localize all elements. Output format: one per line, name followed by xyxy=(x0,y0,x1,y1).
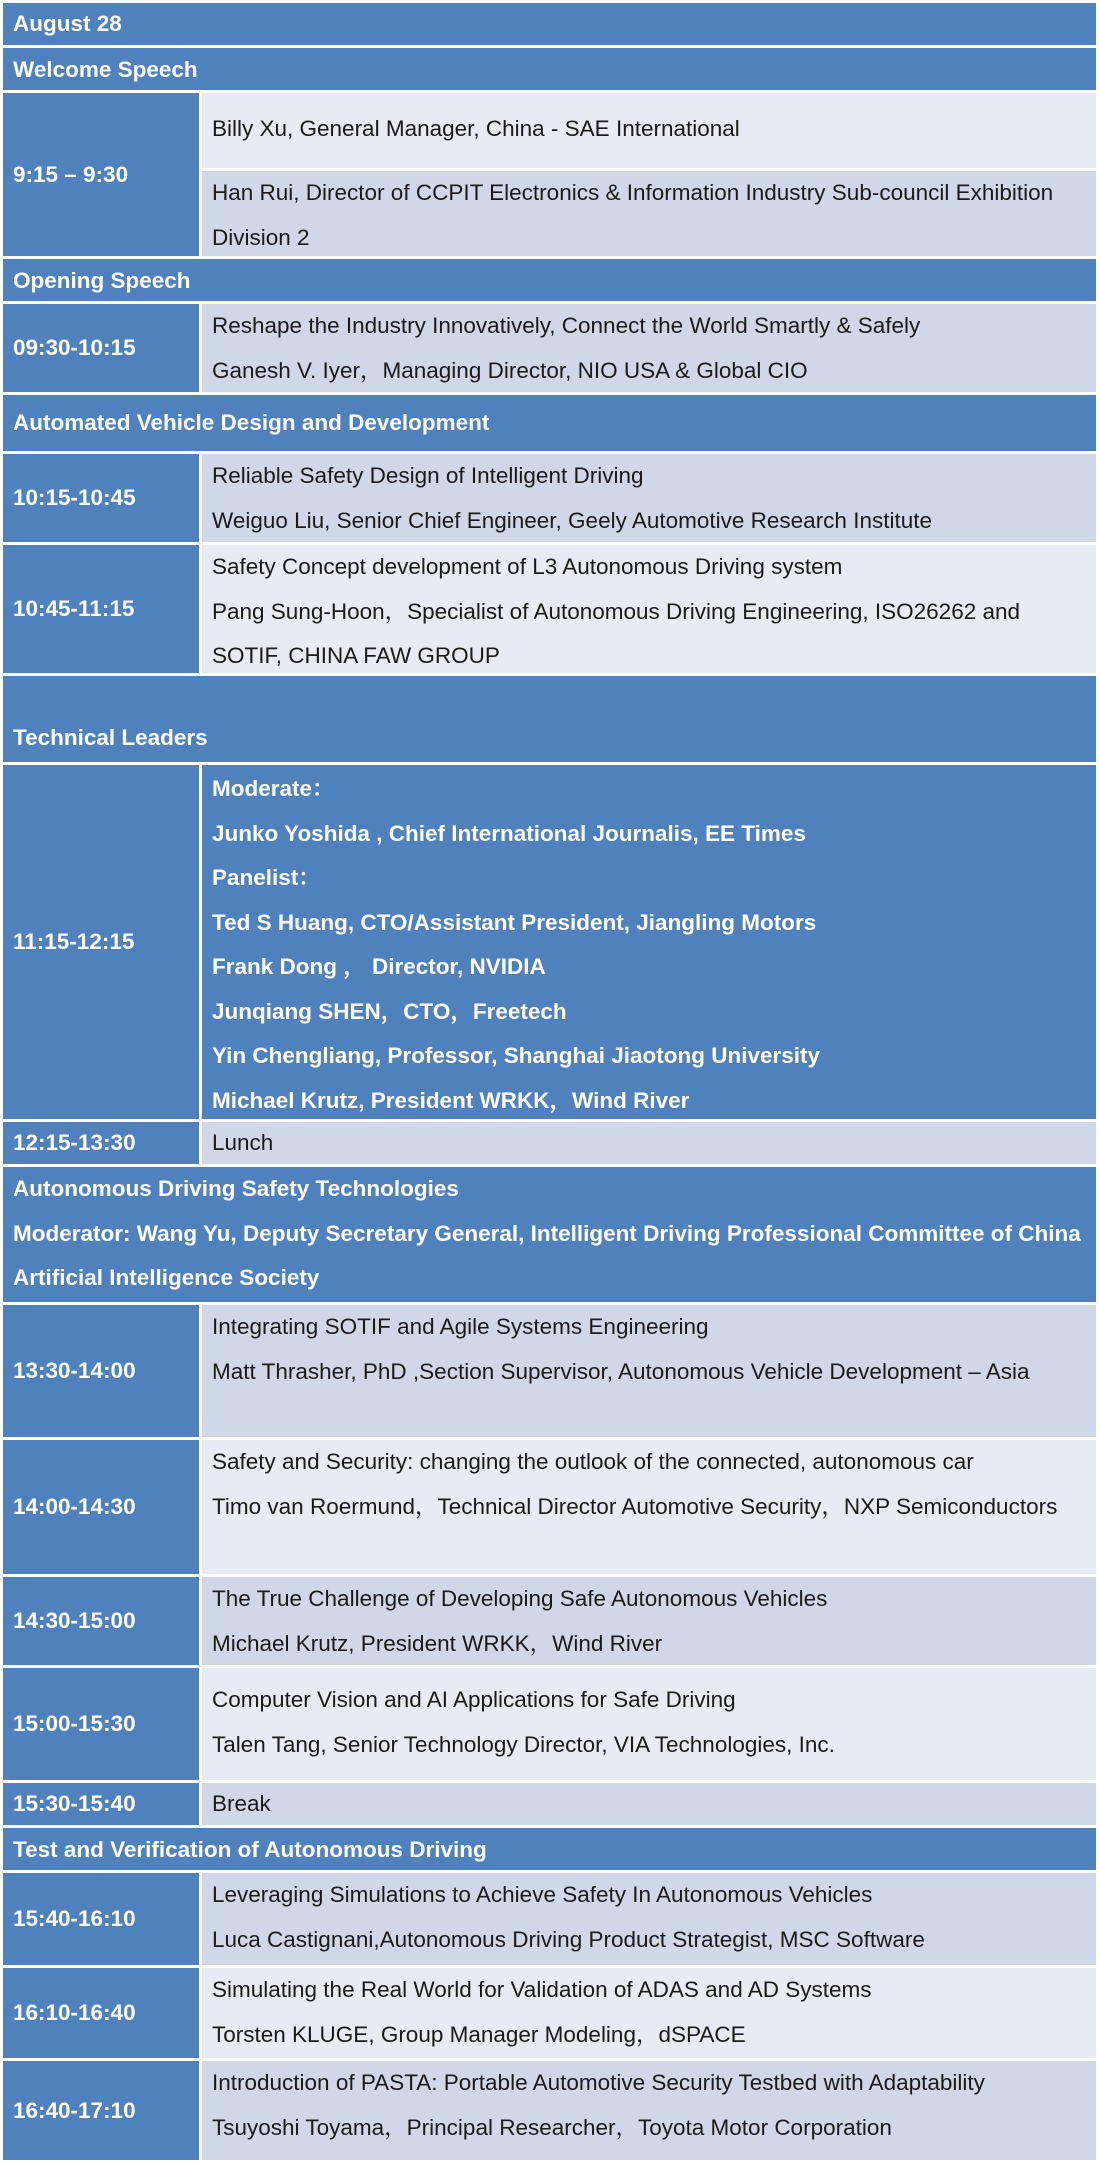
section-title: Technical Leaders xyxy=(13,725,208,750)
break-label: Lunch xyxy=(212,1130,274,1155)
speaker-line: Pang Sung-Hoon，Specialist of Autonomous Driving Engineering, ISO26262 and SOTIF, CHINA FAW GROUP xyxy=(212,598,1021,668)
speaker-line: Han Rui, Director of CCPIT Electronics & Information Industry Sub-council Exhibition Division 2 xyxy=(212,180,1054,250)
role-label: Moderate： xyxy=(212,776,335,801)
talk-title: Reshape the Industry Innovatively, Connect the World Smartly & Safely xyxy=(212,313,921,338)
time-text: 9:15 – 9:30 xyxy=(13,161,129,187)
section-title: Automated Vehicle Design and Development xyxy=(13,410,490,435)
time-slot xyxy=(3,1668,199,1780)
agenda-cell xyxy=(202,1668,1096,1780)
talk-title: Safety Concept development of L3 Autonomous Driving system xyxy=(212,554,843,579)
speaker-line: Matt Thrasher, PhD ,Section Supervisor, Autonomous Vehicle Development – Asia xyxy=(212,1358,1030,1384)
agenda-cell xyxy=(202,304,1096,392)
time-text: 15:00-15:30 xyxy=(13,1711,136,1736)
section-title: Autonomous Driving Safety Technologies xyxy=(13,1176,459,1201)
agenda-cell xyxy=(202,2061,1096,2160)
section-header xyxy=(3,395,1096,451)
section-header xyxy=(3,1167,1096,1302)
speaker-line: Timo van Roermund，Technical Director Automotive Security，NXP Semiconductors xyxy=(212,1493,1058,1519)
section-header xyxy=(3,1828,1096,1870)
time-slot xyxy=(3,545,199,673)
agenda-cell xyxy=(202,1122,1096,1164)
break-label: Break xyxy=(212,1791,271,1816)
time-slot xyxy=(3,765,199,1119)
time-text: 10:45-11:15 xyxy=(13,596,135,621)
speaker-line: Talen Tang, Senior Technology Director, VIA Technologies, Inc. xyxy=(212,1731,835,1757)
agenda-cell xyxy=(202,1873,1096,1965)
time-slot xyxy=(3,304,199,392)
time-text: 11:15-12:15 xyxy=(13,929,135,954)
agenda-cell xyxy=(202,93,1096,168)
speaker-line: Junqiang SHEN，CTO，Freetech xyxy=(212,998,567,1024)
talk-title: The True Challenge of Developing Safe Autonomous Vehicles xyxy=(212,1586,828,1611)
agenda-cell xyxy=(202,1577,1096,1665)
section-title: Welcome Speech xyxy=(13,57,198,82)
agenda-cell xyxy=(202,1968,1096,2058)
time-slot xyxy=(3,1873,199,1965)
agenda-cell xyxy=(202,1305,1096,1437)
time-text: 16:10-16:40 xyxy=(13,2000,136,2025)
talk-title: Computer Vision and AI Applications for Safe Driving xyxy=(212,1687,736,1712)
time-slot xyxy=(3,1968,199,2058)
time-text: 14:30-15:00 xyxy=(13,1608,136,1633)
time-text: 15:30-15:40 xyxy=(13,1791,136,1816)
talk-title: Simulating the Real World for Validation of ADAS and AD Systems xyxy=(212,1977,872,2002)
talk-title: Safety and Security: changing the outlook of the connected, autonomous car xyxy=(212,1449,974,1474)
time-slot xyxy=(3,1577,199,1665)
section-title: Opening Speech xyxy=(13,268,191,293)
speaker-line: Luca Castignani,Autonomous Driving Product Strategist, MSC Software xyxy=(212,1926,925,1952)
time-slot xyxy=(3,1440,199,1574)
time-slot xyxy=(3,2061,199,2160)
date-header xyxy=(3,3,1096,45)
section-moderator: Moderator: Wang Yu, Deputy Secretary General, Intelligent Driving Professional Committee of China Artificial Intelligence Society xyxy=(13,1220,1081,1290)
agenda-cell xyxy=(202,765,1096,1119)
agenda-cell xyxy=(202,545,1096,673)
talk-title: Leveraging Simulations to Achieve Safety In Autonomous Vehicles xyxy=(212,1882,873,1907)
time-text: 16:40-17:10 xyxy=(13,2097,136,2123)
speaker-line: Ted S Huang, CTO/Assistant President, Jiangling Motors xyxy=(212,909,817,935)
talk-title: Integrating SOTIF and Agile Systems Engineering xyxy=(212,1314,709,1339)
date-text: August 28 xyxy=(13,11,122,36)
time-text: 09:30-10:15 xyxy=(13,335,136,360)
agenda-cell xyxy=(202,1440,1096,1574)
time-slot xyxy=(3,1122,199,1164)
talk-title: Introduction of PASTA: Portable Automotive Security Testbed with Adaptability xyxy=(212,2070,985,2095)
speaker-line: Frank Dong ， Director, NVIDIA xyxy=(212,954,546,979)
time-text: 15:40-16:10 xyxy=(13,1906,136,1931)
speaker-line: Billy Xu, General Manager, China - SAE International xyxy=(212,116,740,141)
time-slot xyxy=(3,93,199,256)
section-header xyxy=(3,48,1096,90)
speaker-line: Torsten KLUGE, Group Manager Modeling，dSPACE xyxy=(212,2021,746,2047)
role-label: Panelist： xyxy=(212,865,321,890)
time-text: 13:30-14:00 xyxy=(13,1358,136,1383)
time-slot xyxy=(3,454,199,542)
section-title: Test and Verification of Autonomous Driving xyxy=(13,1837,487,1862)
time-text: 12:15-13:30 xyxy=(13,1130,136,1155)
section-header xyxy=(3,676,1096,762)
speaker-line: Michael Krutz, President WRKK，Wind River xyxy=(212,1087,690,1113)
time-text: 14:00-14:30 xyxy=(13,1494,136,1519)
speaker-line: Junko Yoshida , Chief International Journalis, EE Times xyxy=(212,820,806,846)
speaker-line: Michael Krutz, President WRKK，Wind River xyxy=(212,1630,663,1656)
agenda-cell xyxy=(202,454,1096,542)
speaker-line: Ganesh V. Iyer，Managing Director, NIO USA & Global CIO xyxy=(212,357,808,383)
talk-title: Reliable Safety Design of Intelligent Driving xyxy=(212,463,644,488)
time-slot xyxy=(3,1783,199,1825)
speaker-line: Tsuyoshi Toyama，Principal Researcher，Toyota Motor Corporation xyxy=(212,2114,892,2140)
speaker-line: Weiguo Liu, Senior Chief Engineer, Geely Automotive Research Institute xyxy=(212,507,932,533)
section-header xyxy=(3,259,1096,301)
speaker-line: Yin Chengliang, Professor, Shanghai Jiaotong University xyxy=(212,1043,821,1068)
agenda-cell xyxy=(202,171,1096,256)
time-slot xyxy=(3,1305,199,1437)
agenda-cell xyxy=(202,1783,1096,1825)
time-text: 10:15-10:45 xyxy=(13,485,136,510)
